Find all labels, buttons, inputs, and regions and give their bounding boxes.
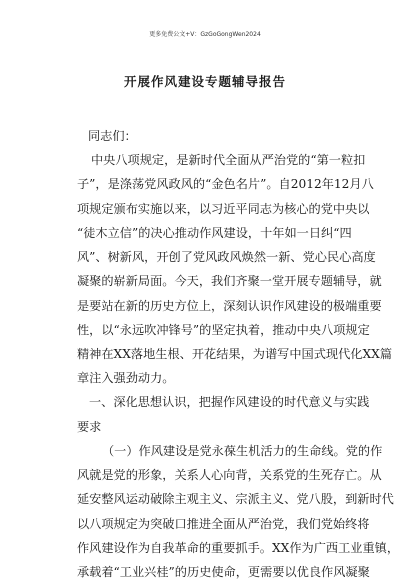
subsection-line: （一）作风建设是党永葆生机活力的生命线。党的作	[102, 444, 383, 458]
body-line: 项规定颁布实施以来，以习近平同志为核心的党中央以	[77, 202, 370, 216]
document-title: 开展作风建设专题辅导报告	[123, 74, 286, 89]
body-line: 章注入强劲动力。	[77, 371, 175, 385]
header-note: 更多免费公文+V：GzGoGongWen2024	[149, 31, 261, 38]
body-line: 精神在XX落地生根、开花结果，为谱写中国式现代化XX篇	[77, 347, 393, 361]
body-line: 延安整风运动破除主观主义、宗派主义、党八股，到新时代	[77, 492, 394, 506]
document-body	[77, 0, 400, 580]
body-line: 性，以“永远吹冲锋号”的坚定执着，推动中央八项规定	[77, 323, 370, 337]
body-line: 风就是党的形象，关系人心向背，关系党的生死存亡。从	[77, 468, 382, 482]
body-line: 子”，是涤荡党风政风的“金色名片”。自2012年12月八	[77, 177, 374, 191]
body-line: 风”、树新风，开创了党风政风焕然一新、党心民心高度	[77, 250, 376, 264]
section-heading-line: 一、深化思想认识，把握作风建设的时代意义与实践	[89, 395, 370, 409]
body-line: 承载着“工业兴桂”的历史使命，更需要以优良作风凝聚	[77, 565, 370, 579]
body-line: 是要站在新的历史方位上，深刻认识作风建设的极端重要	[77, 299, 382, 313]
section-heading-line: 要求	[77, 420, 102, 434]
salutation-line: 同志们：	[88, 129, 137, 143]
body-line: 中央八项规定，是新时代全面从严治党的“第一粒扣	[91, 153, 366, 167]
body-line: 以八项规定为突破口推进全面从严治党，我们党始终将	[77, 517, 370, 531]
body-line: 凝聚的崭新局面。今天，我们齐聚一堂开展专题辅导，就	[77, 274, 382, 288]
body-line: “徒木立信”的决心推动作风建设，十年如一日纠“四	[77, 226, 352, 240]
body-line: 作风建设作为自我革命的重要抓手。XX作为广西工业重镇，	[77, 541, 400, 555]
